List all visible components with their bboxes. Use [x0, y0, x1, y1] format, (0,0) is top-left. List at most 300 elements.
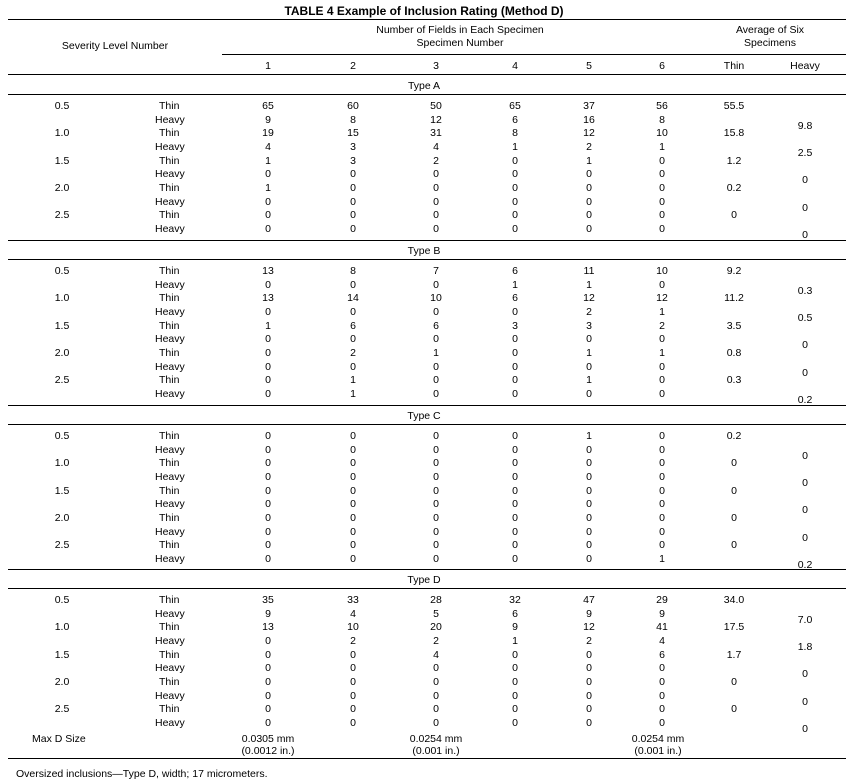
heavy-count: 0 [512, 689, 518, 702]
thin-count: 0 [350, 539, 356, 552]
thin-count: 6 [433, 319, 439, 332]
heavy-count: 0 [512, 305, 518, 318]
heavy-count: 2 [350, 634, 356, 647]
thin-count: 0 [512, 703, 518, 716]
thin-count: 8 [350, 265, 356, 277]
heavy-count: 0 [350, 498, 356, 511]
heavy-count: 0 [350, 689, 356, 702]
heavy-count: 0 [512, 168, 518, 181]
thin-count: 3 [350, 154, 356, 167]
thin-count: 29 [656, 594, 668, 606]
heavy-count: 0 [433, 278, 439, 291]
thin-count: 0 [350, 675, 356, 688]
heavy-count: 0 [265, 552, 271, 565]
thin-label: Thin [159, 484, 180, 497]
heavy-count: 0 [265, 662, 271, 675]
thin-count: 0 [265, 511, 271, 524]
heavy-count: 0 [659, 525, 665, 538]
rule-header-bottom [8, 74, 846, 75]
heavy-count: 1 [659, 552, 665, 565]
thin-count: 0 [512, 154, 518, 167]
avg-thin-value: 9.2 [726, 265, 742, 277]
heavy-count: 0 [433, 443, 439, 456]
severity-level: 2.0 [54, 511, 70, 524]
heavy-count: 0 [350, 278, 356, 291]
thin-count: 0 [433, 457, 439, 470]
thin-count: 1 [586, 346, 592, 359]
heavy-count: 2 [433, 634, 439, 647]
thin-label: Thin [159, 100, 180, 112]
thin-label: Thin [159, 154, 180, 167]
heavy-count: 0 [265, 470, 271, 483]
avg-heavy-value: 0 [802, 504, 808, 517]
header-subrule [222, 54, 846, 55]
thin-count: 6 [659, 648, 665, 661]
heavy-label: Heavy [155, 689, 185, 702]
heavy-label: Heavy [155, 168, 185, 181]
heavy-count: 0 [433, 360, 439, 373]
thin-count: 0 [433, 675, 439, 688]
rule-top [8, 19, 846, 20]
thin-count: 28 [430, 594, 442, 606]
avg-heavy-value: 0 [802, 366, 808, 379]
thin-count: 0 [433, 374, 439, 387]
heavy-count: 0 [265, 387, 271, 400]
section-title: Type A [407, 80, 441, 92]
heavy-count: 9 [265, 607, 271, 620]
heavy-label: Heavy [155, 140, 185, 153]
thin-count: 0 [512, 181, 518, 194]
heavy-label: Heavy [155, 387, 185, 400]
heavy-count: 0 [265, 716, 271, 729]
thin-count: 32 [509, 594, 521, 606]
thin-count: 0 [512, 511, 518, 524]
heavy-label: Heavy [155, 498, 185, 511]
section-rule-top [8, 405, 846, 406]
heavy-count: 0 [659, 168, 665, 181]
heavy-count: 0 [659, 443, 665, 456]
heavy-count: 0 [433, 222, 439, 235]
thin-count: 0 [512, 675, 518, 688]
specimen-number-5: 5 [586, 60, 592, 72]
heavy-count: 0 [350, 195, 356, 208]
heavy-count: 0 [433, 716, 439, 729]
heavy-count: 16 [583, 113, 595, 126]
heavy-count: 1 [512, 278, 518, 291]
thin-label: Thin [159, 430, 180, 442]
thin-count: 0 [433, 703, 439, 716]
section-rule-top [8, 240, 846, 241]
max-d-label: Max D Size [32, 733, 86, 745]
specimen-number-6: 6 [659, 60, 665, 72]
severity-level: 0.5 [54, 430, 70, 442]
thin-count: 4 [433, 648, 439, 661]
thin-label: Thin [159, 319, 180, 332]
avg-thin-value: 0 [731, 703, 737, 716]
thin-count: 12 [656, 292, 668, 305]
thin-count: 10 [656, 127, 668, 140]
thin-count: 65 [262, 100, 274, 112]
severity-level: 2.0 [54, 346, 70, 359]
heavy-count: 9 [265, 113, 271, 126]
avg-thin-value: 0 [731, 209, 737, 222]
severity-level: 1.0 [54, 292, 70, 305]
severity-level: 1.5 [54, 484, 70, 497]
thin-count: 3 [586, 319, 592, 332]
heavy-count: 6 [512, 113, 518, 126]
severity-level: 1.5 [54, 648, 70, 661]
heavy-count: 0 [512, 195, 518, 208]
thin-count: 1 [586, 430, 592, 442]
heavy-label: Heavy [155, 113, 185, 126]
heavy-count: 0 [512, 360, 518, 373]
thin-count: 0 [512, 648, 518, 661]
thin-count: 20 [430, 621, 442, 634]
thin-count: 0 [433, 511, 439, 524]
thin-count: 11 [583, 265, 595, 277]
thin-label: Thin [159, 511, 180, 524]
thin-count: 1 [586, 154, 592, 167]
section-rule-under-title [8, 259, 846, 260]
thin-count: 0 [433, 209, 439, 222]
heavy-count: 9 [586, 607, 592, 620]
specimen-number-1: 1 [265, 60, 271, 72]
heavy-count: 0 [659, 387, 665, 400]
section-title: Type B [407, 245, 441, 257]
heavy-count: 0 [350, 662, 356, 675]
severity-level: 0.5 [54, 100, 70, 112]
heavy-count: 6 [512, 607, 518, 620]
heavy-count: 0 [350, 222, 356, 235]
heavy-count: 0 [265, 498, 271, 511]
avg-heavy-value: 0 [802, 722, 808, 735]
avg-heavy-value: 0 [802, 695, 808, 708]
heavy-count: 4 [433, 140, 439, 153]
thin-count: 13 [262, 292, 274, 305]
avg-heavy-header: Heavy [790, 60, 820, 72]
heavy-count: 0 [433, 525, 439, 538]
avg-heavy-value: 0 [802, 449, 808, 462]
thin-count: 13 [262, 265, 274, 277]
thin-count: 6 [512, 292, 518, 305]
heavy-count: 0 [433, 333, 439, 346]
specimen-number-4: 4 [512, 60, 518, 72]
heavy-count: 0 [350, 552, 356, 565]
heavy-count: 0 [512, 716, 518, 729]
thin-count: 60 [347, 100, 359, 112]
avg-thin-value: 0.8 [726, 346, 742, 359]
avg-heavy-value: 0.2 [797, 393, 813, 406]
heavy-count: 1 [512, 140, 518, 153]
heavy-count: 0 [350, 305, 356, 318]
heavy-count: 5 [433, 607, 439, 620]
heavy-count: 1 [586, 278, 592, 291]
thin-count: 0 [512, 484, 518, 497]
heavy-count: 0 [350, 716, 356, 729]
severity-level: 2.5 [54, 539, 70, 552]
thin-count: 50 [430, 100, 442, 112]
heavy-count: 0 [265, 278, 271, 291]
heavy-count: 0 [512, 387, 518, 400]
heavy-label: Heavy [155, 195, 185, 208]
heavy-count: 12 [430, 113, 442, 126]
specimen-number-2: 2 [350, 60, 356, 72]
avg-thin-value: 1.2 [726, 154, 742, 167]
avg-heavy-value: 0.2 [797, 558, 813, 571]
avg-thin-value: 0.2 [726, 181, 742, 194]
thin-count: 0 [512, 209, 518, 222]
heavy-count: 4 [265, 140, 271, 153]
avg-header-line1: Average of Six [735, 24, 805, 36]
heavy-count: 0 [350, 168, 356, 181]
thin-count: 0 [265, 457, 271, 470]
thin-count: 0 [265, 703, 271, 716]
thin-count: 41 [656, 621, 668, 634]
heavy-count: 0 [586, 443, 592, 456]
heavy-label: Heavy [155, 716, 185, 729]
severity-level: 1.0 [54, 621, 70, 634]
heavy-count: 0 [659, 195, 665, 208]
heavy-count: 0 [659, 360, 665, 373]
heavy-count: 0 [265, 689, 271, 702]
thin-count: 0 [659, 154, 665, 167]
heavy-count: 0 [265, 333, 271, 346]
thin-count: 56 [656, 100, 668, 112]
thin-count: 0 [586, 484, 592, 497]
heavy-label: Heavy [155, 470, 185, 483]
max-d-mm: 0.0305 mm [241, 733, 295, 745]
severity-header: Severity Level Number [61, 40, 169, 52]
heavy-count: 0 [433, 689, 439, 702]
thin-count: 0 [659, 703, 665, 716]
severity-level: 2.0 [54, 181, 70, 194]
avg-heavy-value: 0 [802, 339, 808, 352]
avg-heavy-value: 1.8 [797, 640, 813, 653]
heavy-count: 0 [350, 525, 356, 538]
heavy-count: 1 [659, 305, 665, 318]
heavy-count: 0 [265, 195, 271, 208]
thin-count: 12 [583, 292, 595, 305]
heavy-count: 0 [350, 470, 356, 483]
section-rule-under-title [8, 588, 846, 589]
thin-count: 0 [350, 181, 356, 194]
max-d-in: (0.001 in.) [634, 745, 682, 757]
avg-thin-value: 55.5 [723, 100, 745, 112]
heavy-count: 0 [586, 662, 592, 675]
heavy-count: 0 [265, 634, 271, 647]
thin-count: 0 [265, 209, 271, 222]
heavy-label: Heavy [155, 634, 185, 647]
section-title: Type D [407, 574, 441, 586]
max-d-in: (0.001 in.) [412, 745, 460, 757]
heavy-count: 0 [512, 470, 518, 483]
thin-count: 0 [586, 648, 592, 661]
heavy-count: 0 [659, 222, 665, 235]
heavy-count: 0 [265, 168, 271, 181]
severity-level: 1.0 [54, 127, 70, 140]
avg-thin-value: 34.0 [723, 594, 745, 606]
avg-thin-value: 17.5 [723, 621, 745, 634]
thin-count: 0 [586, 511, 592, 524]
heavy-count: 8 [350, 113, 356, 126]
heavy-count: 2 [586, 305, 592, 318]
avg-heavy-value: 0 [802, 201, 808, 214]
avg-thin-value: 0.2 [726, 430, 742, 442]
avg-heavy-value: 7.0 [797, 613, 813, 626]
heavy-count: 0 [512, 498, 518, 511]
thin-count: 2 [433, 154, 439, 167]
thin-label: Thin [159, 346, 180, 359]
heavy-count: 1 [350, 387, 356, 400]
avg-thin-value: 15.8 [723, 127, 745, 140]
thin-count: 0 [659, 181, 665, 194]
thin-count: 31 [430, 127, 442, 140]
thin-count: 0 [586, 181, 592, 194]
thin-count: 0 [265, 346, 271, 359]
max-d-in: (0.0012 in.) [241, 745, 295, 757]
severity-level: 1.5 [54, 319, 70, 332]
thin-count: 0 [659, 374, 665, 387]
thin-count: 10 [656, 265, 668, 277]
thin-count: 0 [265, 539, 271, 552]
thin-count: 3 [512, 319, 518, 332]
thin-count: 0 [265, 374, 271, 387]
heavy-count: 4 [350, 607, 356, 620]
thin-count: 47 [583, 594, 595, 606]
heavy-label: Heavy [155, 305, 185, 318]
heavy-count: 0 [586, 360, 592, 373]
thin-count: 0 [350, 511, 356, 524]
specimen-number-3: 3 [433, 60, 439, 72]
avg-heavy-value: 0 [802, 228, 808, 241]
thin-count: 0 [512, 374, 518, 387]
severity-level: 0.5 [54, 265, 70, 277]
heavy-count: 2 [586, 634, 592, 647]
thin-count: 0 [265, 675, 271, 688]
heavy-count: 0 [350, 360, 356, 373]
thin-label: Thin [159, 457, 180, 470]
thin-count: 1 [265, 181, 271, 194]
thin-count: 0 [350, 648, 356, 661]
heavy-count: 0 [659, 716, 665, 729]
thin-count: 0 [586, 457, 592, 470]
thin-count: 0 [659, 430, 665, 442]
heavy-count: 0 [586, 333, 592, 346]
heavy-label: Heavy [155, 222, 185, 235]
thin-label: Thin [159, 374, 180, 387]
thin-count: 0 [350, 484, 356, 497]
heavy-label: Heavy [155, 607, 185, 620]
avg-heavy-value: 0 [802, 476, 808, 489]
heavy-count: 0 [512, 333, 518, 346]
avg-heavy-value: 9.8 [797, 119, 813, 132]
thin-count: 0 [659, 675, 665, 688]
severity-level: 2.5 [54, 703, 70, 716]
thin-count: 33 [347, 594, 359, 606]
avg-header-line2: Specimens [744, 37, 796, 49]
heavy-count: 0 [586, 470, 592, 483]
heavy-count: 0 [586, 525, 592, 538]
thin-count: 0 [512, 457, 518, 470]
max-d-mm: 0.0254 mm [631, 733, 685, 745]
thin-count: 6 [350, 319, 356, 332]
heavy-count: 0 [659, 333, 665, 346]
severity-level: 0.5 [54, 594, 70, 606]
heavy-count: 0 [512, 222, 518, 235]
avg-heavy-value: 0 [802, 174, 808, 187]
heavy-count: 2 [586, 140, 592, 153]
heavy-count: 0 [512, 443, 518, 456]
heavy-count: 0 [265, 222, 271, 235]
thin-count: 1 [265, 154, 271, 167]
thin-count: 13 [262, 621, 274, 634]
thin-count: 0 [659, 484, 665, 497]
table-title: TABLE 4 Example of Inclusion Rating (Method D) [284, 4, 564, 18]
thin-count: 8 [512, 127, 518, 140]
heavy-count: 1 [659, 140, 665, 153]
thin-label: Thin [159, 648, 180, 661]
heavy-count: 0 [433, 195, 439, 208]
thin-label: Thin [159, 181, 180, 194]
heavy-count: 0 [265, 525, 271, 538]
thin-count: 10 [347, 621, 359, 634]
thin-count: 0 [350, 430, 356, 442]
thin-count: 19 [262, 127, 274, 140]
thin-count: 0 [350, 209, 356, 222]
heavy-count: 9 [659, 607, 665, 620]
thin-count: 9 [512, 621, 518, 634]
thin-count: 14 [347, 292, 359, 305]
avg-thin-value: 11.2 [724, 292, 744, 305]
heavy-count: 1 [512, 634, 518, 647]
thin-count: 0 [265, 648, 271, 661]
heavy-count: 0 [586, 195, 592, 208]
thin-count: 1 [659, 346, 665, 359]
thin-count: 0 [433, 539, 439, 552]
heavy-count: 0 [659, 278, 665, 291]
heavy-count: 0 [659, 470, 665, 483]
thin-count: 65 [509, 100, 521, 112]
thin-count: 15 [347, 127, 359, 140]
thin-count: 0 [512, 539, 518, 552]
heavy-count: 0 [586, 168, 592, 181]
heavy-count: 0 [586, 387, 592, 400]
heavy-count: 0 [586, 222, 592, 235]
fields-header-line1: Number of Fields in Each Specimen [376, 24, 544, 36]
heavy-count: 3 [350, 140, 356, 153]
thin-count: 0 [659, 457, 665, 470]
avg-heavy-value: 2.5 [797, 146, 813, 159]
thin-count: 35 [262, 594, 274, 606]
heavy-count: 0 [265, 443, 271, 456]
rule-bottom [8, 758, 846, 759]
heavy-count: 0 [512, 525, 518, 538]
avg-thin-value: 1.7 [726, 648, 742, 661]
thin-count: 0 [433, 484, 439, 497]
thin-label: Thin [159, 703, 180, 716]
thin-count: 0 [433, 430, 439, 442]
heavy-count: 0 [265, 360, 271, 373]
severity-level: 2.5 [54, 209, 70, 222]
thin-count: 0 [512, 346, 518, 359]
thin-label: Thin [159, 539, 180, 552]
heavy-count: 8 [659, 113, 665, 126]
section-rule-under-title [8, 424, 846, 425]
heavy-count: 0 [586, 689, 592, 702]
avg-thin-value: 0 [731, 675, 737, 688]
heavy-label: Heavy [155, 552, 185, 565]
avg-heavy-value: 0.5 [797, 311, 813, 324]
